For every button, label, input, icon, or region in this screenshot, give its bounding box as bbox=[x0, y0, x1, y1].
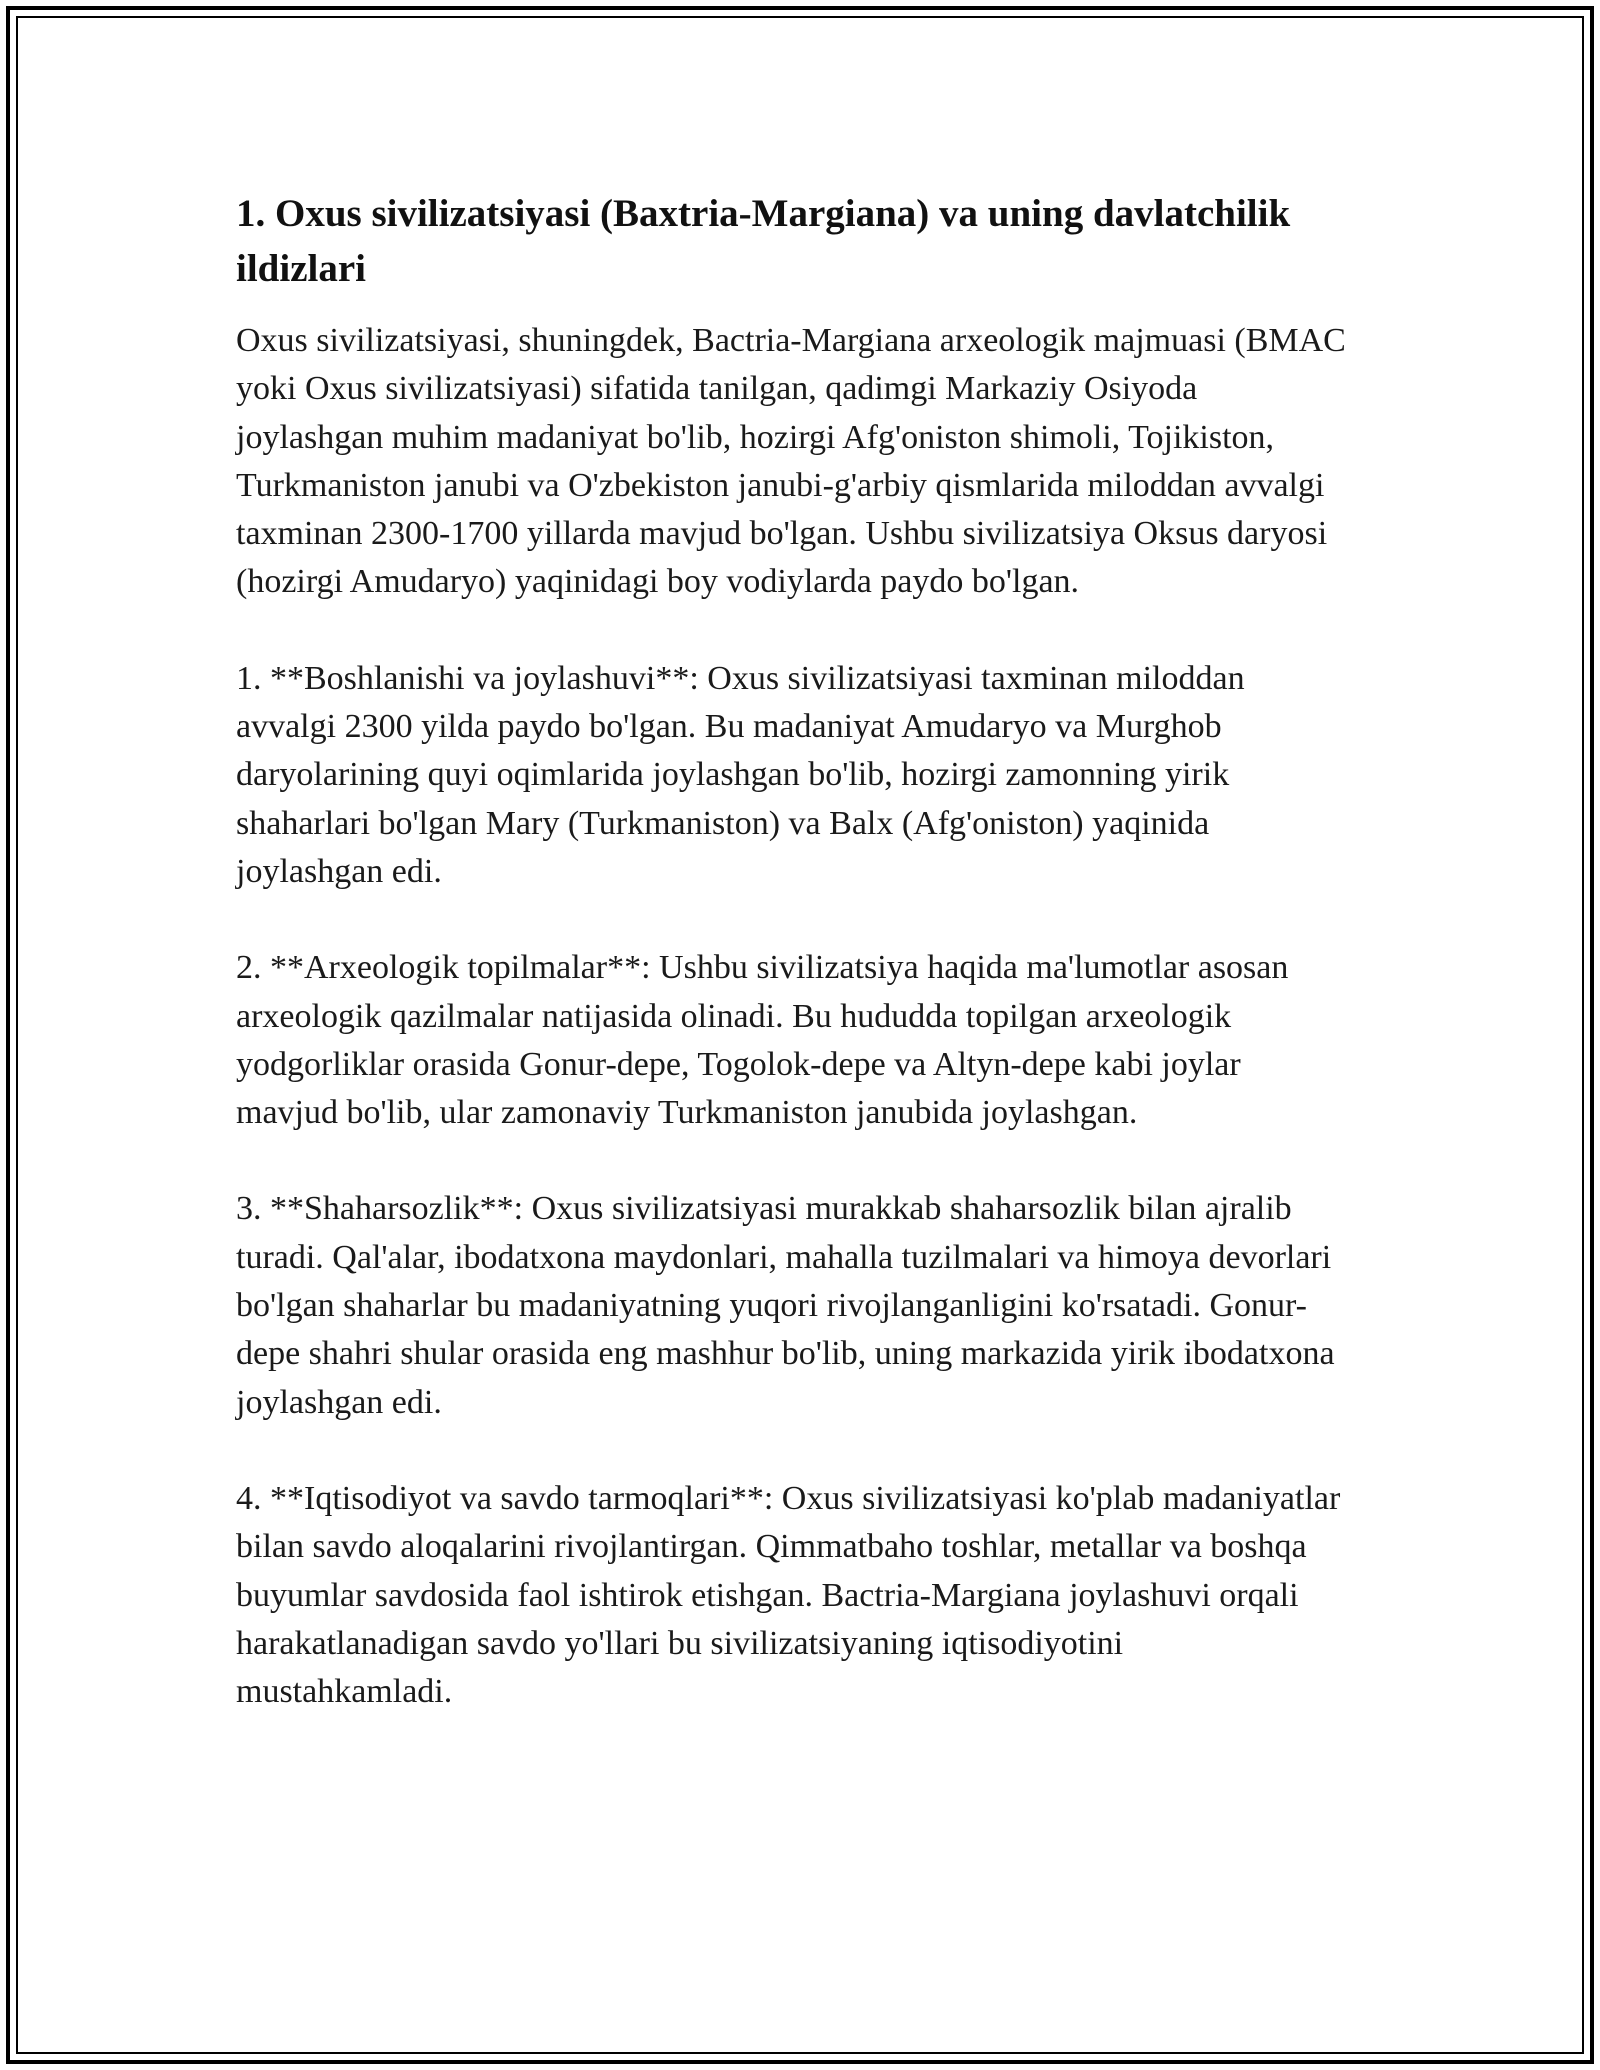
section-paragraph-3: 3. **Shaharsozlik**: Oxus sivilizatsiyasi murakkab shaharsozlik bilan ajralib turadi. Qal'alar, ibodatxona maydonlari, mahalla tuzilmalari va himoya devorlari bo'lgan shaharlar bu madaniyatning yuqori rivojlanganligini ko'rsatadi. Gonur-depe shahri shular orasida eng mashhur bo'lib, uning markazida yirik ibodatxona joylashgan edi. bbox=[236, 1190, 1335, 1421]
document-title: 1. Oxus sivilizatsiyasi (Baxtria-Margiana) va uning davlatchilik ildizlari bbox=[236, 192, 1291, 290]
section-paragraph-2: 2. **Arxeologik topilmalar**: Ushbu sivilizatsiya haqida ma'lumotlar asosan arxeologik qazilmalar natijasida olinadi. Bu hududda topilgan arxeologik yodgorliklar orasida Gonur-depe, Togolok-depe va Altyn-depe kabi joylar mavjud bo'lib, ular zamonaviy Turkmaniston janubida joylashgan. bbox=[236, 949, 1289, 1132]
section-paragraph-1: 1. **Boshlanishi va joylashuvi**: Oxus sivilizatsiyasi taxminan miloddan avvalgi 2300 yilda paydo bo'lgan. Bu madaniyat Amudaryo va Murghob daryolarining quyi oqimlarida joylashgan bo'lib, hozirgi zamonning yirik shaharlari bo'lgan Mary (Turkmaniston) va Balx (Afg'oniston) yaqinida joylashgan edi. bbox=[236, 659, 1245, 890]
document-body bbox=[236, 186, 1346, 1764]
intro-paragraph: Oxus sivilizatsiyasi, shuningdek, Bactria-Margiana arxeologik majmuasi (BMAC yoki Oxus sivilizatsiyasi) sifatida tanilgan, qadimgi Markaziy Osiyoda joylashgan muhim madaniyat bo'lib, hozirgi Afg'oniston shimoli, Tojikiston, Turkmaniston janubi va O'zbekiston janubi-g'arbiy qismlarida miloddan avvalgi taxminan 2300-1700 yillarda mavjud bo'lgan. Ushbu sivilizatsiya Oksus daryosi (hozirgi Amudaryo) yaqinidagi boy vodiylarda paydo bo'lgan. bbox=[236, 322, 1346, 601]
section-paragraph-4: 4. **Iqtisodiyot va savdo tarmoqlari**: Oxus sivilizatsiyasi ko'plab madaniyatlar bilan savdo aloqalarini rivojlantirgan. Qimmatbaho toshlar, metallar va boshqa buyumlar savdosida faol ishtirok etishgan. Bactria-Margiana joylashuvi orqali harakatlanadigan savdo yo'llari bu sivilizatsiyaning iqtisodiyotini mustahkamladi. bbox=[236, 1479, 1341, 1711]
